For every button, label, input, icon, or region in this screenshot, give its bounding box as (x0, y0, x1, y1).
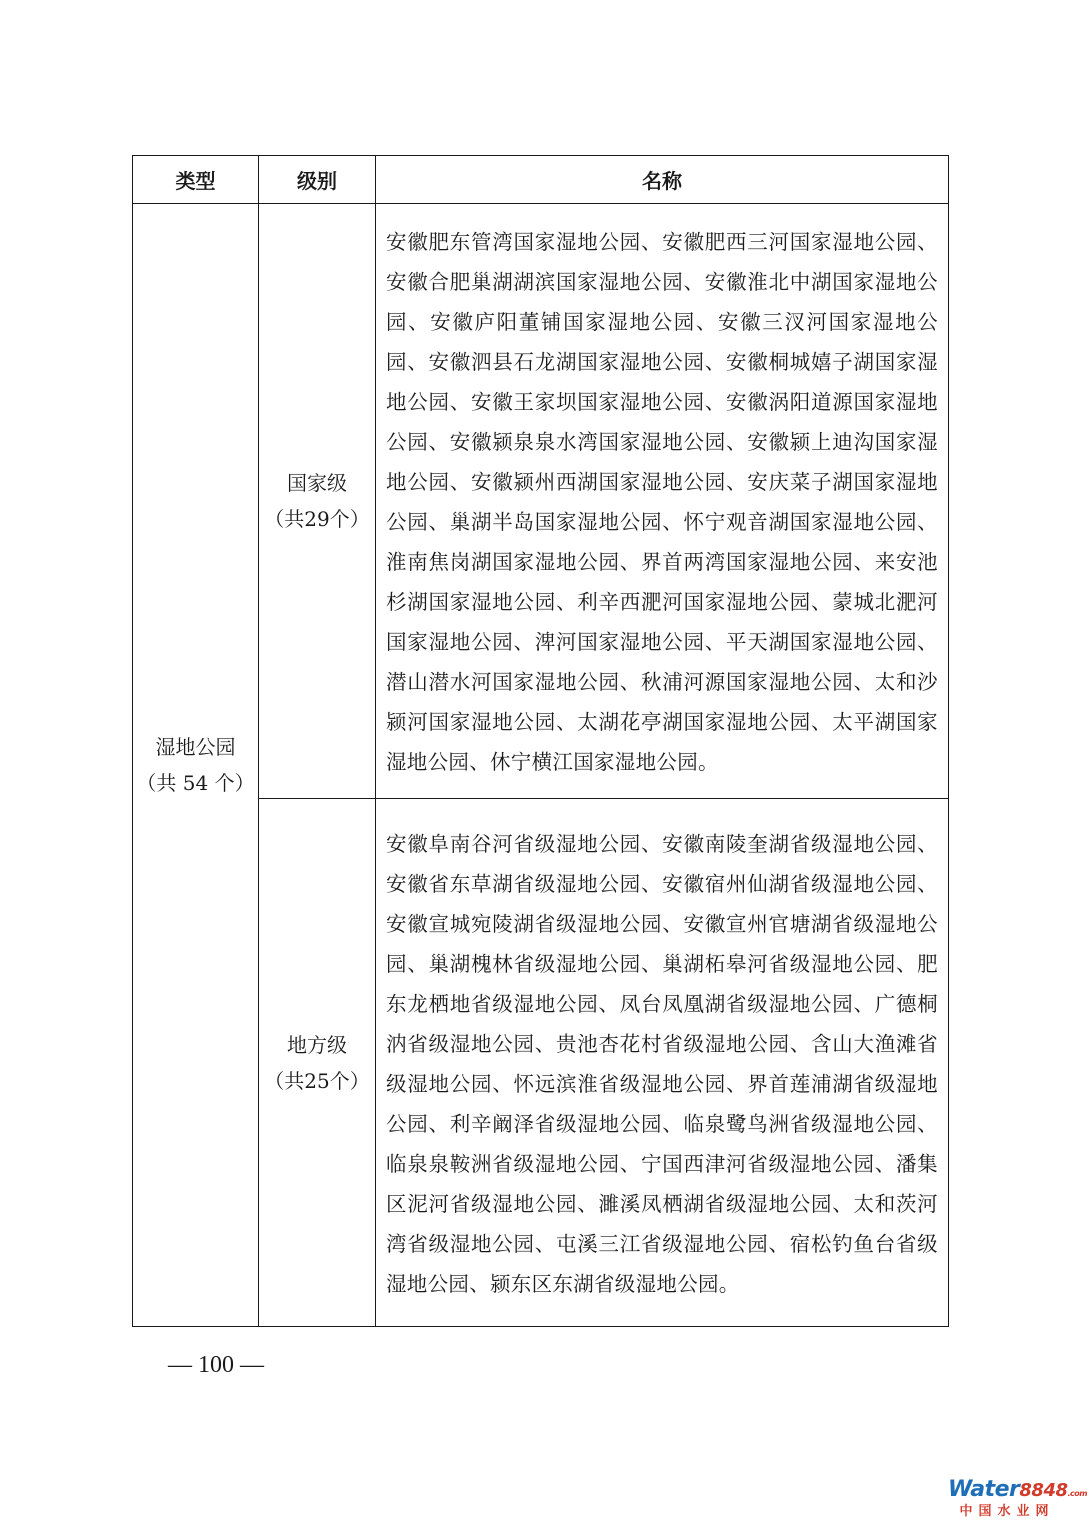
names-cell-national (376, 204, 949, 799)
logo-brand-a: Water (948, 1477, 1020, 1502)
wetland-park-table (132, 155, 949, 1327)
type-cell (133, 204, 259, 1327)
level-cell-national (259, 204, 376, 799)
logo-brand-b: 8848 (1019, 1480, 1068, 1501)
type-count: （共 54 个） (136, 771, 255, 795)
level-name: 国家级 (287, 471, 347, 495)
page-number: — 100 — (168, 1352, 264, 1378)
level-count: （共25个） (264, 1068, 370, 1093)
header-type: 类型 (133, 156, 259, 204)
type-name: 湿地公园 (155, 735, 236, 759)
level-name: 地方级 (287, 1032, 347, 1057)
header-name: 名称 (376, 156, 949, 204)
table-row-national (133, 204, 949, 799)
header-level: 级别 (259, 156, 376, 204)
names-text: 安徽阜南谷河省级湿地公园、安徽南陵奎湖省级湿地公园、安徽省东草湖省级湿地公园、安徽宿州仙湖省级湿地公园、安徽宣城宛陵湖省级湿地公园、安徽宣州官塘湖省级湿地公园、巢湖槐林省级湿地公园、巢湖柘皋河省级湿地公园、肥东龙栖地省级湿地公园、凤台凤凰湖省级湿地公园、广德桐汭省级湿地公园、贵池杏花村省级湿地公园、含山大渔滩省级湿地公园、怀远滨淮省级湿地公园、界首莲浦湖省级湿地公园、利辛阚泽省级湿地公园、临泉鹭鸟洲省级湿地公园、临泉泉鞍洲省级湿地公园、宁国西津河省级湿地公园、潘集区泥河省级湿地公园、濉溪凤栖湖省级湿地公园、太和茨河湾省级湿地公园、屯溪三江省级湿地公园、宿松钓鱼台省级湿地公园、颍东区东湖省级湿地公园。 (386, 831, 938, 1296)
level-count: （共29个） (264, 507, 370, 531)
names-cell-local (376, 799, 949, 1327)
logo-subtitle: 中国水业网 (959, 1504, 1055, 1519)
logo-brand-c: .com (1067, 1489, 1087, 1498)
level-cell-local (259, 799, 376, 1327)
table-header-row (133, 156, 949, 204)
watermark-logo (948, 1477, 1087, 1519)
names-text: 安徽肥东管湾国家湿地公园、安徽肥西三河国家湿地公园、安徽合肥巢湖湖滨国家湿地公园、安徽淮北中湖国家湿地公园、安徽庐阳董铺国家湿地公园、安徽三汊河国家湿地公园、安徽泗县石龙湖国家湿地公园、安徽桐城嬉子湖国家湿地公园、安徽王家坝国家湿地公园、安徽涡阳道源国家湿地公园、安徽颍泉泉水湾国家湿地公园、安徽颍上迪沟国家湿地公园、安徽颍州西湖国家湿地公园、安庆菜子湖国家湿地公园、巢湖半岛国家湿地公园、怀宁观音湖国家湿地公园、淮南焦岗湖国家湿地公园、界首两湾国家湿地公园、来安池杉湖国家湿地公园、利辛西淝河国家湿地公园、蒙城北淝河国家湿地公园、渒河国家湿地公园、平天湖国家湿地公园、潜山潜水河国家湿地公园、秋浦河源国家湿地公园、太和沙颍河国家湿地公园、太湖花亭湖国家湿地公园、太平湖国家湿地公园、休宁横江国家湿地公园。 (386, 230, 938, 774)
